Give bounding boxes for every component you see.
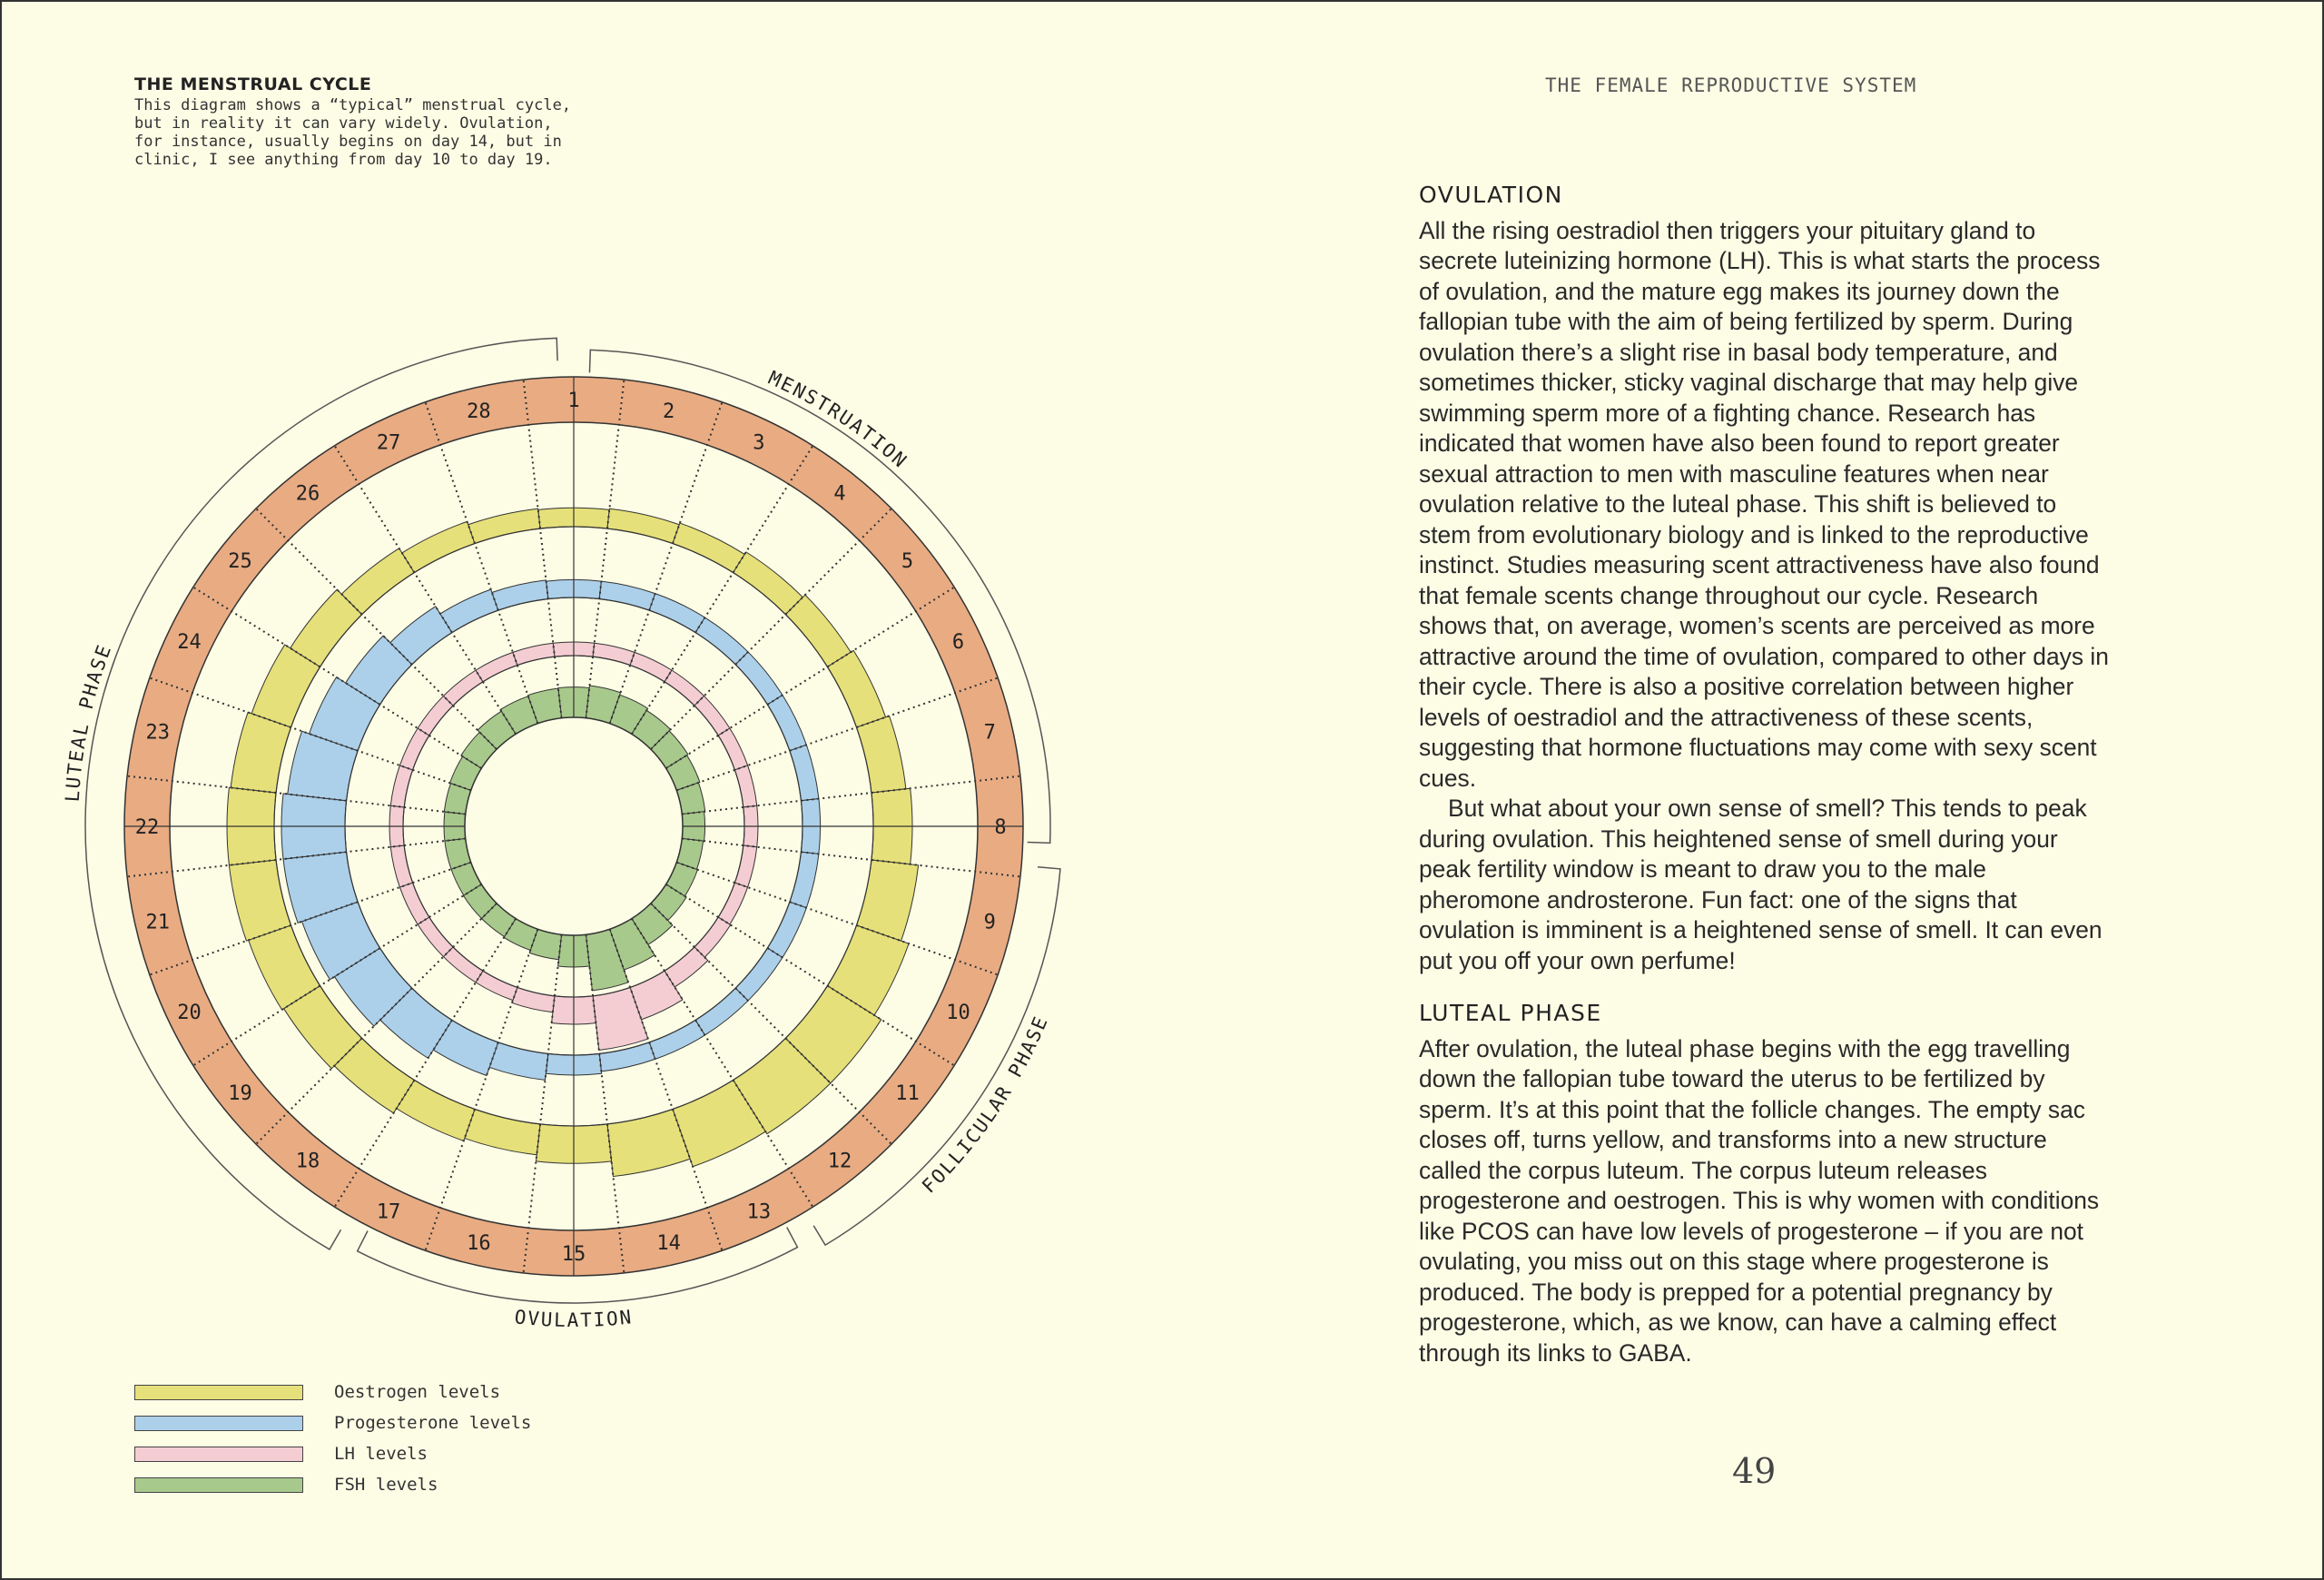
progesterone-bar-day-28 <box>492 580 548 610</box>
progesterone-bar-day-9 <box>790 852 819 907</box>
luteal-label <box>62 641 116 803</box>
legend-item-fsh <box>134 1469 531 1500</box>
day-number: 12 <box>827 1150 852 1173</box>
caption-body: This diagram shows a “typical” menstrual cycle, but in reality it can vary widely. Ovulation, for instance, usually begins on day 14, but in clinic, I see anything from day 10 to day 19. <box>134 96 572 169</box>
oestrogen-swatch <box>134 1385 303 1400</box>
day-number: 23 <box>145 721 171 745</box>
day-number: 3 <box>753 431 765 455</box>
day-number: 16 <box>467 1232 491 1256</box>
oestrogen-bar-day-4 <box>734 552 803 615</box>
oestrogen-bar-day-16 <box>465 1109 540 1154</box>
day-number: 15 <box>561 1243 586 1266</box>
day-number: 6 <box>951 631 965 655</box>
progesterone-bar-day-11 <box>735 948 783 1001</box>
lh-bar-day-26 <box>443 670 483 706</box>
legend <box>134 1377 531 1500</box>
day-number: 1 <box>567 390 580 412</box>
legend-label: Progesterone levels <box>334 1413 532 1433</box>
day-number: 25 <box>228 549 252 573</box>
oestrogen-bar-day-28 <box>468 509 540 543</box>
menstruation-label-text: MENSTRUATION <box>764 367 912 473</box>
legend-label: Oestrogen levels <box>334 1382 501 1402</box>
day-divider <box>524 934 562 1273</box>
lh-bar-day-21 <box>390 845 412 887</box>
page-number: 49 <box>1732 1451 1777 1491</box>
day-number: 27 <box>376 431 401 455</box>
progesterone-bar-day-5 <box>735 652 783 705</box>
lh-bar-day-16 <box>512 987 555 1012</box>
oestrogen-bar-day-6 <box>827 650 885 727</box>
ovulation-label-text: OVULATION <box>513 1306 635 1331</box>
lh-bar-day-11 <box>694 917 731 957</box>
day-number: 24 <box>177 631 202 655</box>
progesterone-swatch <box>134 1416 303 1431</box>
day-number: 18 <box>295 1150 320 1173</box>
lh-bar-day-25 <box>418 696 453 736</box>
day-number: 20 <box>177 1001 202 1024</box>
running-head: THE FEMALE REPRODUCTIVE SYSTEM <box>1545 74 1917 96</box>
legend-label: LH levels <box>334 1444 428 1464</box>
day-number: 8 <box>994 816 1007 839</box>
fsh-swatch <box>134 1477 303 1493</box>
day-divider <box>586 380 624 718</box>
legend-item-oestrogen <box>134 1377 531 1407</box>
luteal-label-text: LUTEAL PHASE <box>61 640 116 803</box>
lh-bar-day-4 <box>665 670 704 706</box>
day-number: 28 <box>467 400 491 423</box>
ovulation-paragraph-1: All the rising oestradiol then triggers your pituitary gland to secrete luteinizing hormone (LH). This is what starts the process of ovulation, and the mature egg makes its journey down the fallopian tube with the aim of being fertilized by sperm. During ovulation there’s a slight rise in basal body temperature, and sometimes thicker, sticky vaginal discharge that may help give swimming sperm more of a fighting chance. Research has indicated that women have also been found to report greater sexual attraction to men with masculine features when near ovulation relative to the luteal phase. This shift is believed to stem from evolutionary biology and is linked to the reproductive instinct. Studies measuring scent attractiveness have also found that female scents change throughout our cycle. Research shows that, on average, women’s scents are perceived as more attractive around the time of ovulation, compared to other days in their cycle. There is also a positive correlation between higher levels of oestradiol and the attractiveness of these scents, suggesting that hormone fluctuations may come with sexy scent cues. <box>1419 216 2109 792</box>
progesterone-bar-day-2 <box>599 581 655 610</box>
legend-label: FSH levels <box>334 1475 438 1495</box>
day-number: 22 <box>134 816 160 839</box>
lh-bar-day-9 <box>734 845 756 887</box>
lh-swatch <box>134 1447 303 1462</box>
day-number: 26 <box>295 482 320 506</box>
lh-bar-day-18 <box>443 947 483 983</box>
day-number: 13 <box>746 1200 772 1224</box>
oestrogen-bar-day-26 <box>341 548 414 615</box>
oestrogen-bar-day-21 <box>229 860 290 941</box>
day-number: 21 <box>145 911 171 934</box>
lh-bar-day-5 <box>694 696 730 736</box>
day-number: 5 <box>901 549 914 573</box>
day-number: 10 <box>946 1001 970 1024</box>
lh-bar-day-2 <box>593 643 635 665</box>
legend-item-lh <box>134 1438 531 1469</box>
day-number: 2 <box>662 400 675 423</box>
day-number: 17 <box>376 1200 401 1224</box>
day-divider <box>524 380 562 718</box>
day-number: 11 <box>895 1082 920 1106</box>
oestrogen-bar-day-7 <box>856 716 905 793</box>
lh-bar-day-28 <box>513 643 555 665</box>
day-number: 9 <box>983 911 996 934</box>
day-number: 7 <box>983 721 996 745</box>
body-text-column <box>1419 180 2109 1368</box>
day-number: 19 <box>228 1082 252 1106</box>
ovulation-heading: OVULATION <box>1419 182 1563 208</box>
progesterone-bar-day-4 <box>695 617 748 665</box>
lh-bar-day-19 <box>418 917 453 957</box>
legend-item-progesterone <box>134 1407 531 1438</box>
day-number: 14 <box>656 1232 681 1256</box>
oestrogen-bar-day-2 <box>607 509 679 543</box>
ovulation-paragraph-2: But what about your own sense of smell? This tends to peak during ovulation. This heightened sense of smell during your peak fertility window is meant to draw you to the male pheromone androsterone. Fun fact: one of the signs that ovulation is imminent is a heightened sense of smell. It can even put you off your own perfume! <box>1419 795 2102 974</box>
center-circle <box>465 717 683 935</box>
day-divider <box>682 776 1020 815</box>
lh-bar-day-7 <box>734 765 756 807</box>
follicular-label-text: FOLLICULAR PHASE <box>918 1012 1053 1198</box>
luteal-phase-heading: LUTEAL PHASE <box>1419 1000 1602 1026</box>
luteal-paragraph-1: After ovulation, the luteal phase begins with the egg travelling down the fallopian tube toward the uterus to be fertilized by sperm. It’s at this point that the follicle changes. The empty sac closes off, turns yellow, and transforms into a new structure called the corpus luteum. The corpus luteum releases progesterone and oestrogen. This is why women with conditions like PCOS can have low levels of progesterone – if you are not ovulating, you miss out on this stage where progesterone is produced. The body is prepped for a potential pregnancy by progesterone, which, as we know, can have a calming effect through its links to GABA. <box>1419 1034 2100 1367</box>
day-divider <box>682 838 1020 876</box>
progesterone-bar-day-12 <box>695 988 748 1035</box>
lh-bar-day-23 <box>390 765 412 807</box>
ovulation-label <box>514 1306 635 1331</box>
caption-title: THE MENSTRUAL CYCLE <box>134 74 372 94</box>
progesterone-bar-day-7 <box>790 745 819 800</box>
oestrogen-bar-day-5 <box>785 595 851 667</box>
day-number: 4 <box>833 482 846 506</box>
